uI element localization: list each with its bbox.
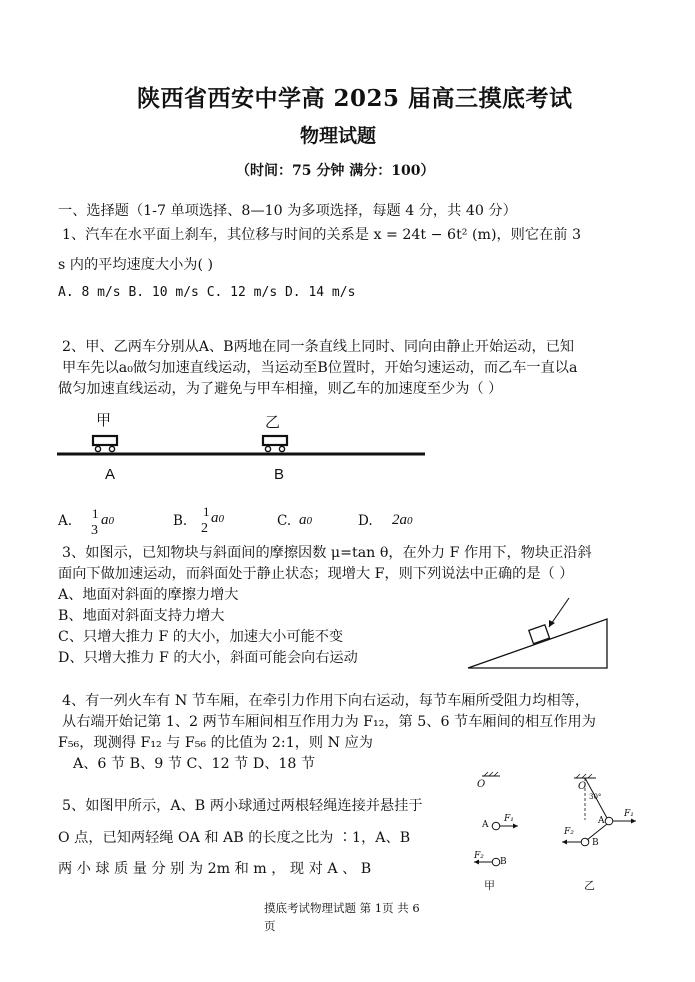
q3-line2: 面向下做加速运动，而斜面处于静止状态；现增大 F，则下列说法中正确的是（ ） [58, 566, 574, 582]
fig-yi-f2-label: F₂ [564, 827, 574, 837]
q3-option-c: C、只增大推力 F 的大小，加速大小可能不变 [58, 629, 344, 645]
q3-option-b: B、地面对斜面支持力增大 [58, 608, 225, 624]
fig-yi-f1-label: F₁ [624, 809, 634, 819]
q5-line3: 两 小 球 质 量 分 别 为 2m 和 m ， 现 对 A 、 B [58, 861, 372, 877]
ball-b-icon [492, 858, 500, 866]
page-footer-line1: 摸底考试物理试题 第 1页 共 6 [264, 901, 420, 915]
q5-line1: 5、如图甲所示，A、B 两小球通过两根轻绳连接并悬挂于 [62, 798, 423, 814]
fig-caption-jia: 甲 [484, 879, 495, 892]
exam-title: 陕西省西安中学高 2025 届高三摸底考试 [137, 85, 573, 112]
fig-caption-yi: 乙 [584, 879, 595, 892]
q2-line2: 甲车先以a₀做匀加速直线运动，当运动至B位置时，开始匀速运动，而乙车一直以a [62, 360, 578, 376]
q2-opt-d-symbol: 2a0 [392, 512, 413, 528]
q1-options: A. 8 m/s B. 10 m/s C. 12 m/s D. 14 m/s [58, 285, 356, 300]
q2-opt-d-coef: 2 [392, 512, 400, 528]
fig-yi-b-label: B [592, 838, 599, 848]
incline-triangle [468, 619, 607, 668]
q2-opt-b-numerator: 1 [203, 504, 210, 519]
q3-option-a: A、地面对斜面的摩擦力增大 [58, 587, 239, 603]
car-b-label: 乙 [265, 414, 281, 431]
section-heading: 一、选择题（1-7 单项选择、8—10 为多项选择，每题 4 分，共 40 分） [58, 203, 517, 219]
fig-yi-angle-label: 30° [589, 793, 602, 801]
q2-opt-a-denominator: 3 [91, 523, 98, 538]
ball-b-icon [581, 838, 589, 846]
q3-incline-figure [465, 592, 615, 672]
point-b-label: B [274, 466, 285, 483]
fig-jia-f1-label: F₁ [504, 814, 514, 824]
fig-jia-f2-label: F₂ [474, 851, 484, 861]
q1-line1: 1、汽车在水平面上刹车，其位移与时间的关系是 x = 24t − 6t² (m)，则它在前 3 [62, 227, 581, 243]
page-footer-line2: 页 [264, 919, 276, 933]
fig-jia-b-label: B [500, 857, 507, 867]
exam-meta: （时间：75 分钟 满分：100） [236, 163, 435, 179]
q4-line2: 从右端开始记第 1、2 两节车厢间相互作用力为 F₁₂，第 5、6 节车厢间的相互作用为 [62, 714, 596, 730]
q2-option-d-label: D. [358, 513, 373, 529]
subject-title: 物理试题 [300, 125, 377, 147]
q3-line1: 3、如图示，已知物块与斜面间的摩擦因数 μ=tan θ，在外力 F 作用下，物块正沿斜 [62, 545, 592, 561]
car-a-icon [93, 436, 117, 452]
q4-line3: F₅₆，现测得 F₁₂ 与 F₅₆ 的比值为 2:1，则 N 应为 [58, 735, 373, 751]
q2-opt-a-numerator: 1 [92, 506, 99, 521]
fig-yi-o-label: O [578, 781, 587, 792]
ball-a-icon [605, 817, 613, 825]
ball-a-icon [492, 822, 500, 830]
q5-line2: O 点，已知两轻绳 OA 和 AB 的长度之比为 ∶1，A、B [58, 830, 411, 846]
force-arrowhead [549, 620, 555, 627]
car-a-label: 甲 [96, 412, 112, 429]
q1-line2: s 内的平均速度大小为( ) [58, 257, 214, 273]
q2-opt-c-symbol: a0 [299, 512, 312, 528]
fig-yi-a-label: A [598, 816, 605, 826]
q2-option-a-label: A. [58, 513, 73, 529]
point-a-label: A [105, 466, 116, 483]
q3-option-d: D、只增大推力 F 的大小，斜面可能会向右运动 [58, 650, 358, 666]
q4-options: A、6 节 B、9 节 C、12 节 D、18 节 [73, 756, 316, 772]
q2-option-b-label: B. [173, 513, 188, 529]
q2-line3: 做匀加速直线运动，为了避免与甲车相撞，则乙车的加速度至少为（ ） [58, 381, 503, 397]
car-b-icon [263, 436, 287, 452]
q4-line1: 4、有一列火车有 N 节车厢，在牵引力作用下向右运动，每节车厢所受阻力均相等， [62, 693, 590, 709]
q2-opt-b-symbol: a0 [211, 510, 224, 526]
q2-line1: 2、甲、乙两车分别从A、B两地在同一条直线上同时、同向由静止开始运动，已知 [62, 339, 575, 355]
q2-opt-a-symbol: a0 [101, 512, 114, 528]
q2-opt-b-denominator: 2 [201, 521, 208, 536]
fig-jia-o-label: O [477, 779, 486, 790]
q2-option-c-label: C. [277, 513, 292, 529]
fig-jia-a-label: A [482, 820, 489, 830]
